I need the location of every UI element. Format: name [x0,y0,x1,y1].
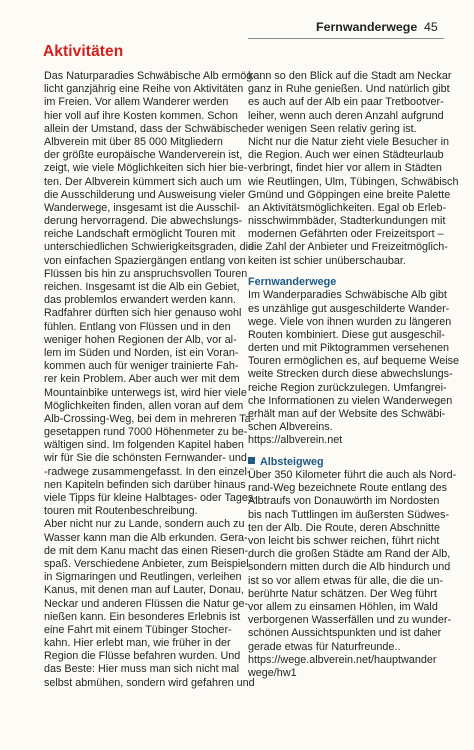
body-text-line: die Ausschilderung und Ausweisung vieler [44,188,246,201]
spacer [248,448,444,456]
body-text-line: durch die großen Städte am Rand der Alb, [248,548,451,561]
body-text-line: derung hervorragend. Die abwechslungs- [44,215,243,228]
body-text-line: fühlen. Entlang von Flüssen und in den [44,320,231,333]
square-bullet-icon [248,457,255,464]
body-text-line: Region die Flüsse befahren wurden. Und [44,650,241,663]
body-text-line: Albverein mit über 85 000 Mitgliedern [44,135,223,148]
body-text-line: in Sigmaringen und Reutlingen, verleihen [44,571,242,584]
body-text-line: derten und mit Piktogrammen versehenen [248,342,450,355]
right-column [248,70,460,680]
body-text-line: hier voll auf ihre Kosten kommen. Schon [44,109,238,122]
body-text-line: der wenigen Seen relativ gering ist. [248,122,417,135]
body-text-line: ten der Alb. Die Route, deren Abschnitte [248,521,441,534]
body-text-line: rer kein Problem. Aber auch wer mit dem [44,373,240,386]
body-text-line: reiche Landschaft ermöglicht Touren mit [44,228,236,241]
body-text-line: https://wege.albverein.net/hauptwander [248,653,437,666]
body-text-line: zeigt, wie viele Möglichkeiten sich hier bie- [44,162,248,175]
body-text-line: Gmünd und Göppingen eine breite Palette [248,188,451,201]
body-text-line: allein der Umstand, dass der Schwäbische [44,122,249,135]
body-text-line: reiche Region zurückzulegen. Umfangrei- [248,381,447,394]
albsteigweg-heading-row [248,455,444,469]
body-text-line: wege. Viele von ihnen wurden zu längeren [248,315,452,328]
body-text-line: eine Fahrt mit einem Tübinger Stocher- [44,623,232,636]
body-text-line: ten. Der Albverein kümmert sich auch um [44,175,242,188]
body-text-line: das problemlos erwandert werden kann. [44,294,237,307]
body-text-line: Albtraufs von Donauwörth im Nordosten [248,495,440,508]
body-text-line: weniger hohen Regionen der Alb, vor al- [44,333,237,346]
body-text-line: wir für Sie die schönsten Fernwander- und [44,452,247,465]
body-text-line: die Region. Auch wer einen Städteurlaub [248,149,444,162]
fernwanderwege-heading: Fernwanderwege [248,276,337,289]
body-text-line: nen Kapiteln befinden sich darüber hinaus [44,478,246,491]
left-column [44,70,257,690]
body-text-line: der größte europäische Wanderverein ist, [44,149,243,162]
body-text-line: an Aktivitätsmöglichkeiten. Egal ob Erleb- [248,201,447,214]
body-text-line: kann so den Blick auf die Stadt am Neckar [248,70,452,82]
spacer [248,268,444,276]
body-text-line: schen Albvereins. [248,421,333,434]
body-text-line: -radwege zusammengefasst. In den einzel- [44,465,251,478]
body-text-line: bis nach Tuttlingen im äußersten Südwes- [248,508,450,521]
page-number: 45 [424,20,438,34]
running-title: Fernwanderwege [316,20,418,34]
body-text-line: Wasser kann man die Alb erkunden. Gera- [44,531,248,544]
body-text-line: Möglichkeiten finden, allen voran auf dem [44,399,244,412]
right-intro-text [248,70,459,268]
body-text-line: Touren ermöglichen es, auf bequeme Weise [248,355,460,368]
fernwanderwege-text [248,289,460,447]
body-text-line: Alb-Crossing-Weg, bei dem in mehreren Ta- [44,412,255,425]
body-text-line: de mit dem Kanu macht das einen Riesen- [44,544,249,557]
body-text-line: die Zahl der Anbieter und Freizeitmöglich- [248,241,448,254]
albsteigweg-text [248,469,457,680]
body-text-line: ist so vor allem etwas für alle, die die un- [248,574,444,587]
body-text-line: vor allem zu einsamen Höhlen, im Wald [248,600,438,613]
body-text-line: ganz in Ruhe genießen. Und natürlich gibt [248,83,450,96]
body-text-line: Neckar und anderen Flüssen die Natur ge- [44,597,249,610]
body-text-line: sondern mitten durch die Alb hindurch und [248,561,451,574]
body-text-line: touren mit Routenbeschreibung. [44,505,198,518]
body-text-line: Über 350 Kilometer führt die auch als Nord- [248,469,457,482]
body-text-line: von einfachen Spaziergängen entlang von [44,254,246,267]
body-text-line: nisschwimmbäder, Stadterkundungen mit [248,215,446,228]
body-text-line: Aber nicht nur zu Lande, sondern auch zu [44,518,245,531]
body-text-line: wie Reutlingen, Ulm, Tübingen, Schwäbisch [248,175,459,188]
body-text-line: Routen kombiniert. Diese gut ausgeschil- [248,328,445,341]
body-text-line: Radfahrer dürften sich hier genauso wohl [44,307,242,320]
body-text-line: Nicht nur die Natur zieht viele Besucher in [248,135,450,148]
body-text-line: schönen Aussichtspunkten und ist daher [248,627,442,640]
albsteigweg-heading: Albsteigweg [260,456,324,469]
body-text-line: kahn. Hier erlebt man, wie früher in der [44,637,231,650]
body-text-line: Kanus, mit denen man auf Lauter, Donau, [44,584,244,597]
body-text-line: berührte Natur schätzen. Der Weg führt [248,587,437,600]
body-text-line: Flüssen bis hin zu anspruchsvollen Touren [44,267,248,280]
body-text-line: weite Strecken durch diese abwechslungs- [248,368,453,381]
body-text-line: das Beste: Hier muss man sich nicht mal [44,663,240,676]
body-text-line: erhält man auf der Website des Schwäbi- [248,408,446,420]
body-text-line: verbringt, findet hier vor allem in Städten [248,162,442,175]
body-text-line: es unzählige gut ausgeschilderte Wander- [248,302,450,315]
body-text-line: Im Wanderparadies Schwäbische Alb gibt [248,289,447,302]
body-text-line: gerade etwas für Naturfreunde.. [248,640,401,653]
body-text-line: lem im Süden und Norden, ist ein Voran- [44,346,239,359]
body-text-line: viele Tipps für kleine Halbtages- oder Tages- [44,492,257,504]
body-text-line: https://albverein.net [248,434,343,447]
body-text-line: kommen auch für weniger trainierte Fah- [44,360,239,373]
body-text-line: Wanderwege, insgesamt ist die Ausschil- [44,201,240,214]
body-text-line: rand-Weg bezeichnete Route entlang des [248,482,448,495]
body-text-line: Das Naturparadies Schwäbische Alb ermög- [44,70,256,82]
body-text-line: licht ganzjährig eine Reihe von Aktivitäten [44,83,244,96]
body-text-line: leiher, wenn auch deren Anzahl aufgrund [248,109,444,122]
body-text-line: unterschiedlichen Schwierigkeitsgraden, die [44,241,255,254]
body-text-line: von leicht bis schwer reichen, führt nicht [248,535,440,547]
body-text-line: gesetappen rund 7000 Höhenmeter zu be- [44,426,248,439]
body-text-line: es auch auf der Alb ein paar Tretbootver- [248,96,444,109]
section-title: Aktivitäten [43,43,124,60]
body-text-line: wältigen sind. Im folgenden Kapitel haben [44,439,244,452]
body-text-line: selbst abmühen, sondern wird gefahren und [44,676,255,689]
body-text-line: wege/hw1 [248,666,297,679]
body-text-line: verborgenen Wasserfällen und zu wunder- [248,614,452,627]
body-text-line: che Informationen zu vielen Wanderwegen [248,394,453,407]
body-text-line: im Freien. Vor allem Wanderer werden [44,96,229,109]
body-text-line: reichen. Insgesamt ist die Alb ein Gebiet, [44,281,240,293]
header-rule [248,38,444,39]
body-text-line: spaß. Verschiedene Anbieter, zum Beispiel [44,557,249,570]
body-text-line: modernen Gefährten oder Freizeitsport – [248,228,444,241]
body-text-line: keiten ist schier unüberschaubar. [248,254,406,267]
body-text-line: Mountainbike unterwegs ist, wird hier viele [44,386,247,399]
body-text-line: nießen kann. Ein besonderes Erlebnis ist [44,610,241,623]
